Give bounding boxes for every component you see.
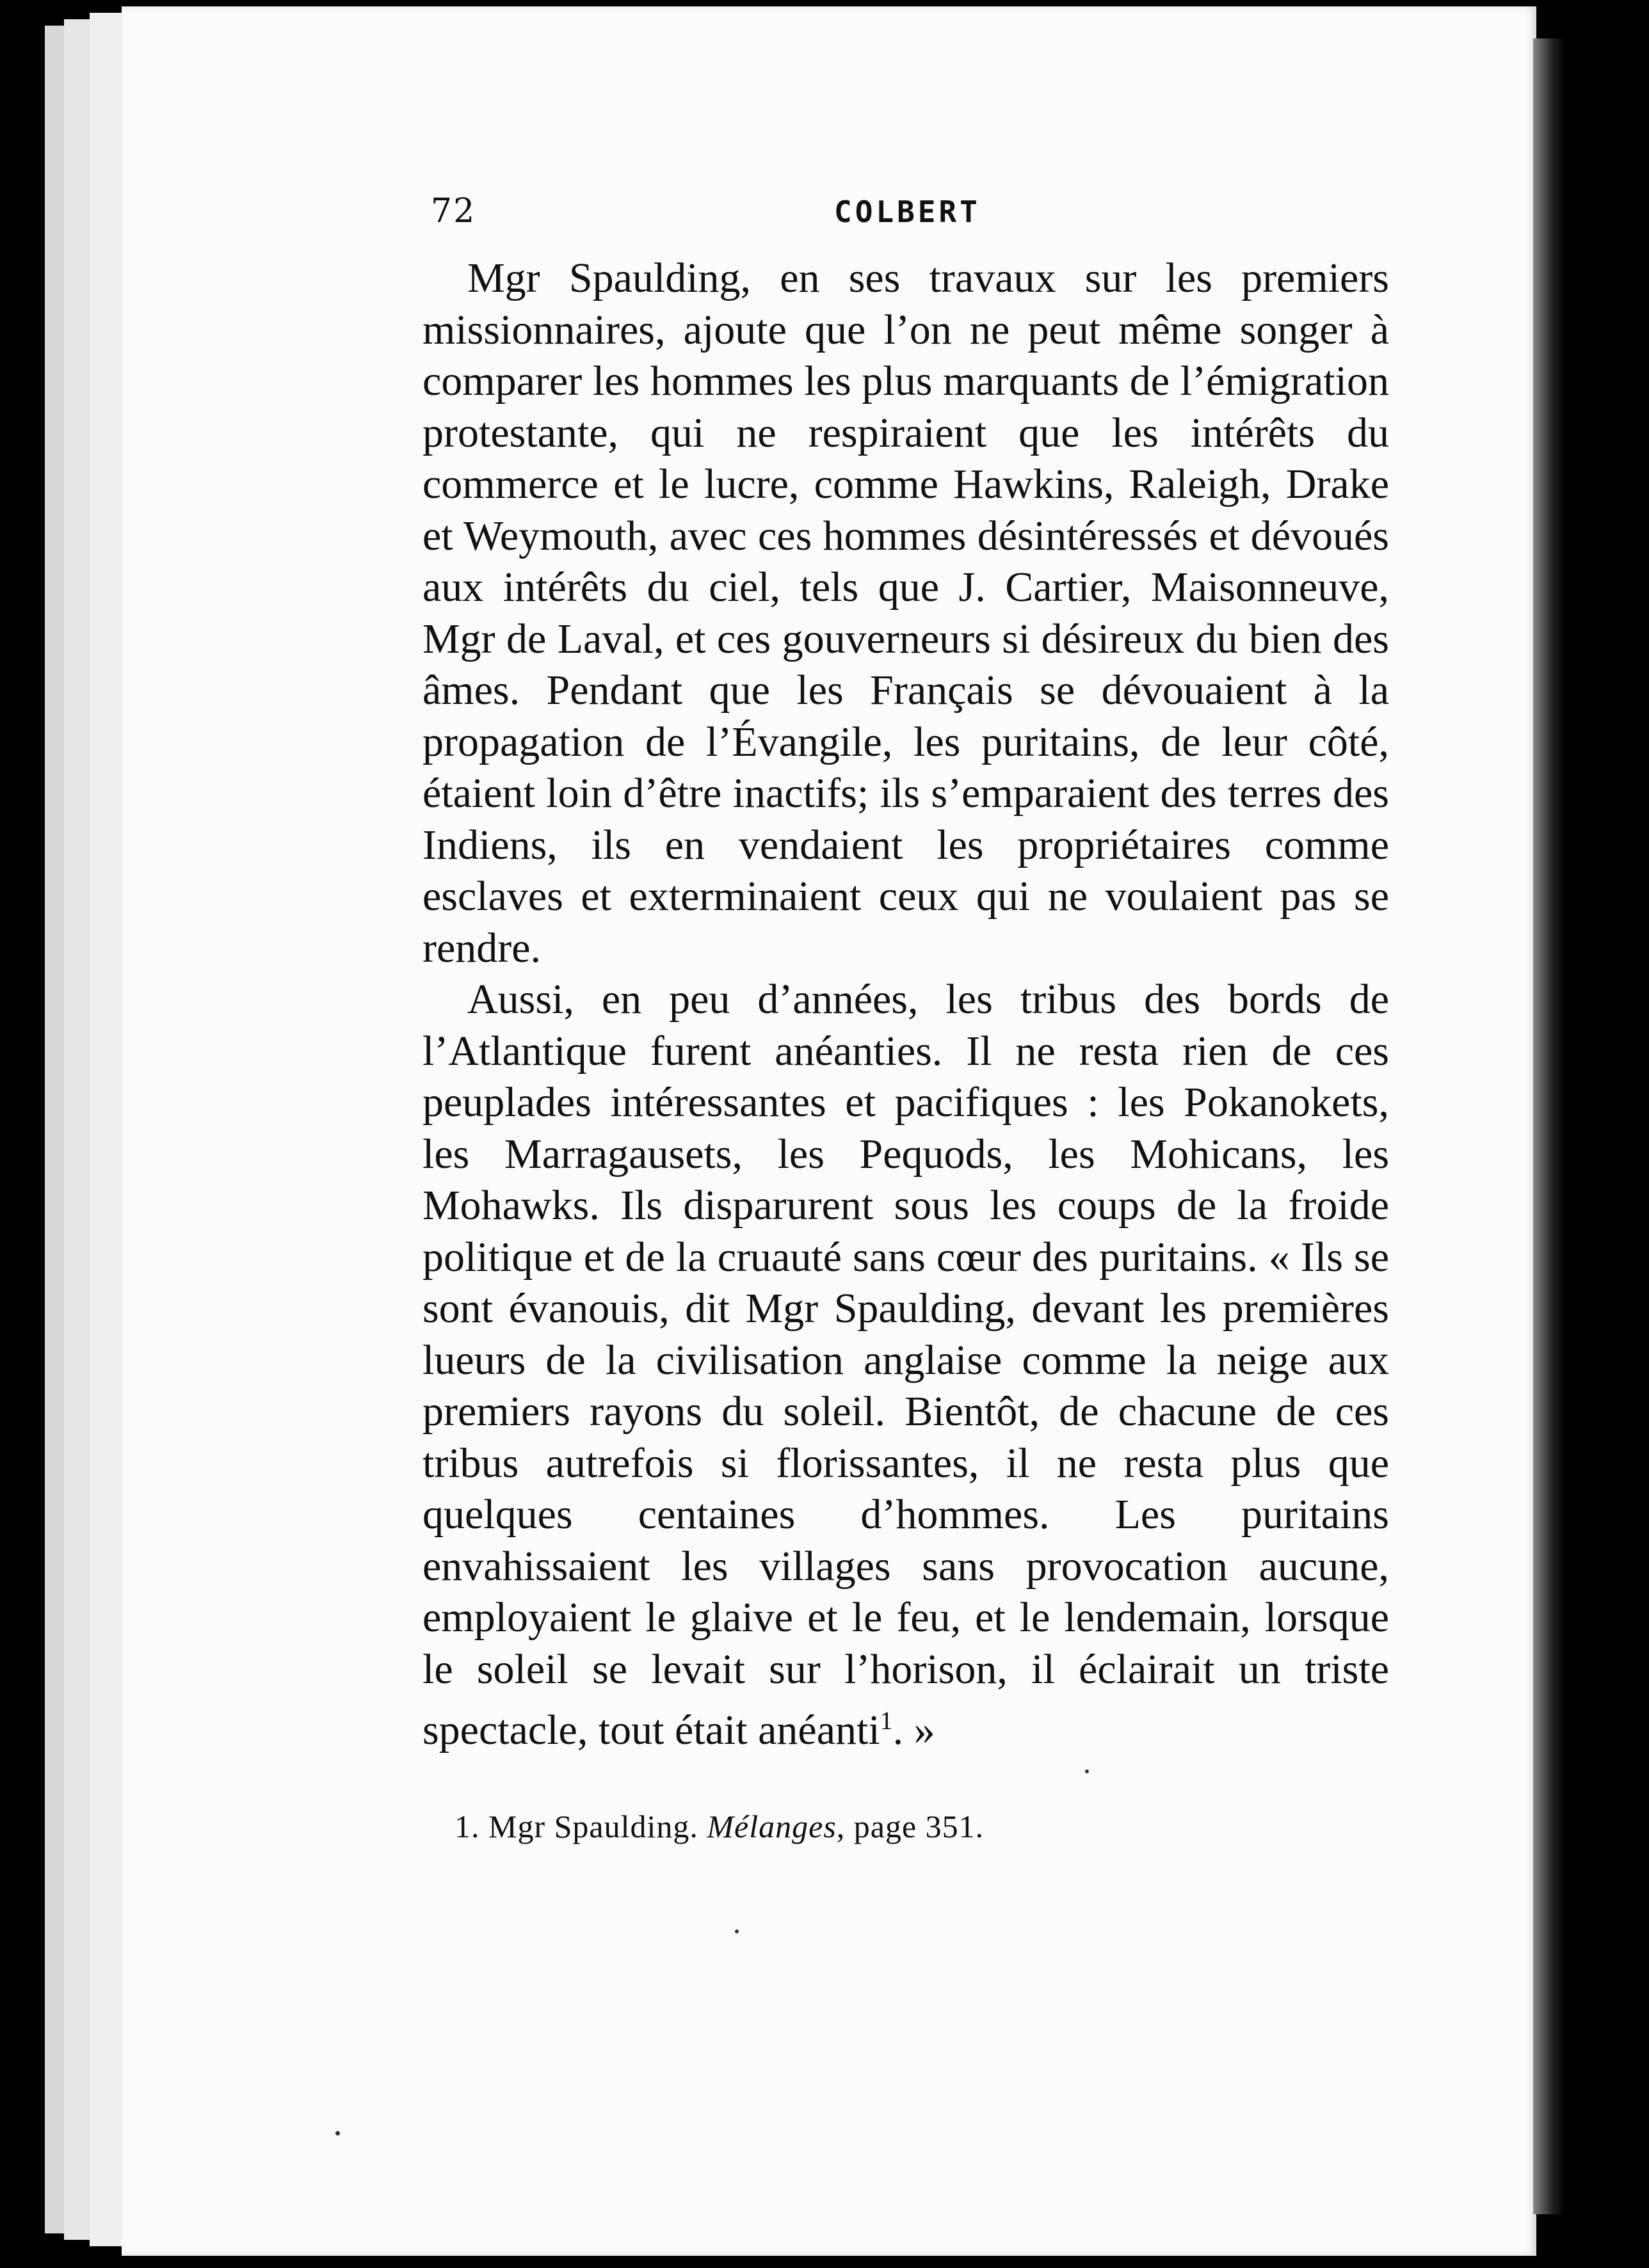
scan-speck bbox=[335, 2131, 340, 2136]
scan-speck bbox=[735, 1929, 739, 1933]
paragraph-2 bbox=[422, 974, 1389, 1757]
footnote-marker: 1 bbox=[880, 1706, 893, 1735]
paragraph-1: Mgr Spaulding, en ses travaux sur les premiers missionnaires, ajoute que l’on ne peut même songer à comparer les hommes les plus marquants de l’émigration protestante, qui ne respiraient que les intérêts du commerce et le lucre, comme Hawkins, Raleigh, Drake et Weymouth, avec ces hommes désintéressés et dévoués aux intérêts du ciel, tels que J. Cartier, Maisonneuve, Mgr de Laval, et ces gouverneurs si désireux du bien des âmes. Pendant que les Français se dévouaient à la propagation de l’Évangile, les puritains, de leur côté, étaient loin d’être inactifs; ils s’emparaient des terres des Indiens, ils en vendaient les propriétaires comme esclaves et exterminaient ceux qui ne voulaient pas se rendre. bbox=[422, 255, 1389, 971]
footnote-page: , page 351. bbox=[836, 1809, 985, 1844]
footnote-title: Mélanges bbox=[707, 1809, 837, 1844]
page-header bbox=[431, 192, 981, 243]
footnote-number: 1. bbox=[454, 1809, 480, 1844]
binding-shadow bbox=[1533, 38, 1565, 2214]
running-head: COLBERT bbox=[834, 195, 981, 229]
page-number: 72 bbox=[431, 192, 476, 230]
closing-quote: . » bbox=[892, 1707, 935, 1753]
scan-speck bbox=[1085, 1769, 1089, 1773]
footnote-author: Mgr Spaulding. bbox=[488, 1809, 698, 1844]
footnote bbox=[454, 1808, 1287, 1845]
body-text bbox=[422, 253, 1389, 1757]
paragraph-2-text: Aussi, en peu d’années, les tribus des bords de l’Atlantique furent anéanties. Il ne resta rien de ces peuplades intéressantes et pacifiques : les Pokanokets, les Marragausets, les Pequods, les Mohicans, les Mohawks. Ils disparurent sous les coups de la froide politique et de la cruauté sans cœur des puritains. « Ils se sont évanouis, dit Mgr Spaulding, devant les premières lueurs de la civilisation anglaise comme la neige aux premiers rayons du soleil. Bientôt, de chacune de ces tribus autrefois si florissantes, il ne resta plus que quelques centaines d’hommes. Les puritains envahissaient les villages sans provocation aucune, employaient le glaive et le feu, et le lendemain, lorsque le soleil se levait sur l’horison, il éclairait un triste spectacle, tout était anéanti bbox=[422, 976, 1389, 1753]
